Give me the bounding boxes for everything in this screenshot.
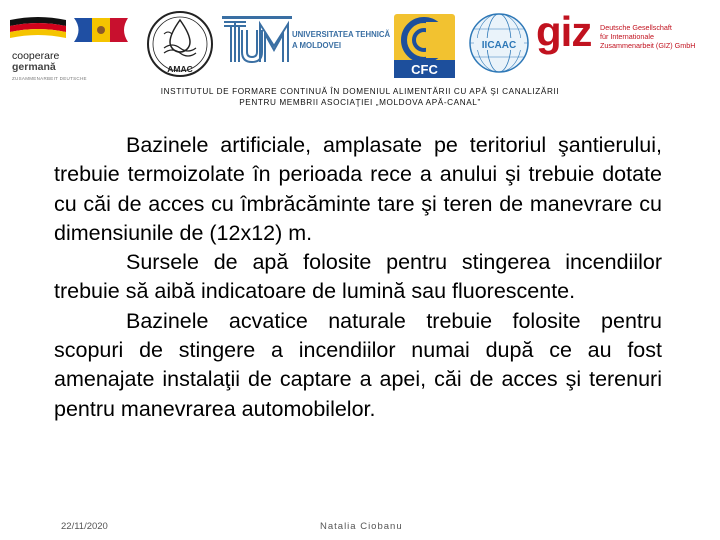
giz-line2: für Internationale [600, 32, 654, 41]
paragraph-artificial-basins: Bazinele artificiale, amplasate pe teritoriul şantierului, trebuie termoizolate în perioada rece a anului şi trebuie dotate cu căi de acces cu îmbrăcăminte tare şi teren de manevrare cu dimensiunile de (12x12) m. [54, 133, 662, 245]
utm-line2: A MOLDOVEI [292, 41, 342, 50]
header-line1: INSTITUTUL DE FORMARE CONTINUĂ ÎN DOMENIUL ALIMENTĂRII CU APĂ ŞI CANALIZĂRII [160, 87, 560, 96]
utm-monogram-icon [222, 16, 292, 68]
giz-wordmark: giz [536, 8, 592, 55]
flags-icon [8, 14, 133, 46]
slide-content [54, 131, 662, 424]
cooperation-line1: cooperare [12, 50, 60, 62]
giz-description [600, 23, 695, 50]
paragraph-water-sources: Sursele de apă folosite pentru stingerea incendiilor trebuie să aibă indicatoare de lumină sau fluorescente. [54, 250, 662, 304]
cfc-emblem-icon [392, 12, 457, 80]
cooperation-subline: ZUSAMMENARBEIT DEUTSCHE [12, 76, 87, 81]
giz-logo [536, 8, 716, 64]
iicaac-label: IICAAC [481, 40, 517, 51]
iicaac-logo [468, 12, 530, 74]
utm-line1: UNIVERSITATEA TEHNICĂ [292, 30, 391, 39]
amac-logo [142, 8, 218, 80]
cfc-label: CFC [411, 62, 438, 77]
utm-logo [222, 16, 391, 68]
cooperation-text [12, 51, 59, 73]
footer-date: 22/11/2020 [61, 521, 108, 532]
footer-author: Natalia Ciobanu [320, 521, 403, 532]
header-line2: PENTRU MEMBRII ASOCIAŢIEI „MOLDOVA APĂ-CANAL” [239, 97, 481, 107]
iicaac-globe-icon [468, 12, 530, 74]
german-cooperation-logo [8, 14, 133, 82]
utm-text [292, 29, 390, 51]
logo-strip [0, 0, 720, 85]
giz-line3: Zusammenarbeit (GIZ) GmbH [600, 41, 696, 50]
institute-header [0, 87, 720, 108]
amac-label: AMAC [167, 64, 193, 74]
cooperation-line2: germană [12, 61, 56, 73]
cfc-logo [392, 12, 457, 80]
paragraph-natural-basins: Bazinele acvatice naturale trebuie folosite pentru scopuri de stingere a incendiilor numai după ce au fost amenajate instalaţii de captare a apei, căi de acces şi terenuri pentru manevrarea automobilelor. [54, 308, 662, 421]
giz-line1: Deutsche Gesellschaft [600, 23, 672, 32]
